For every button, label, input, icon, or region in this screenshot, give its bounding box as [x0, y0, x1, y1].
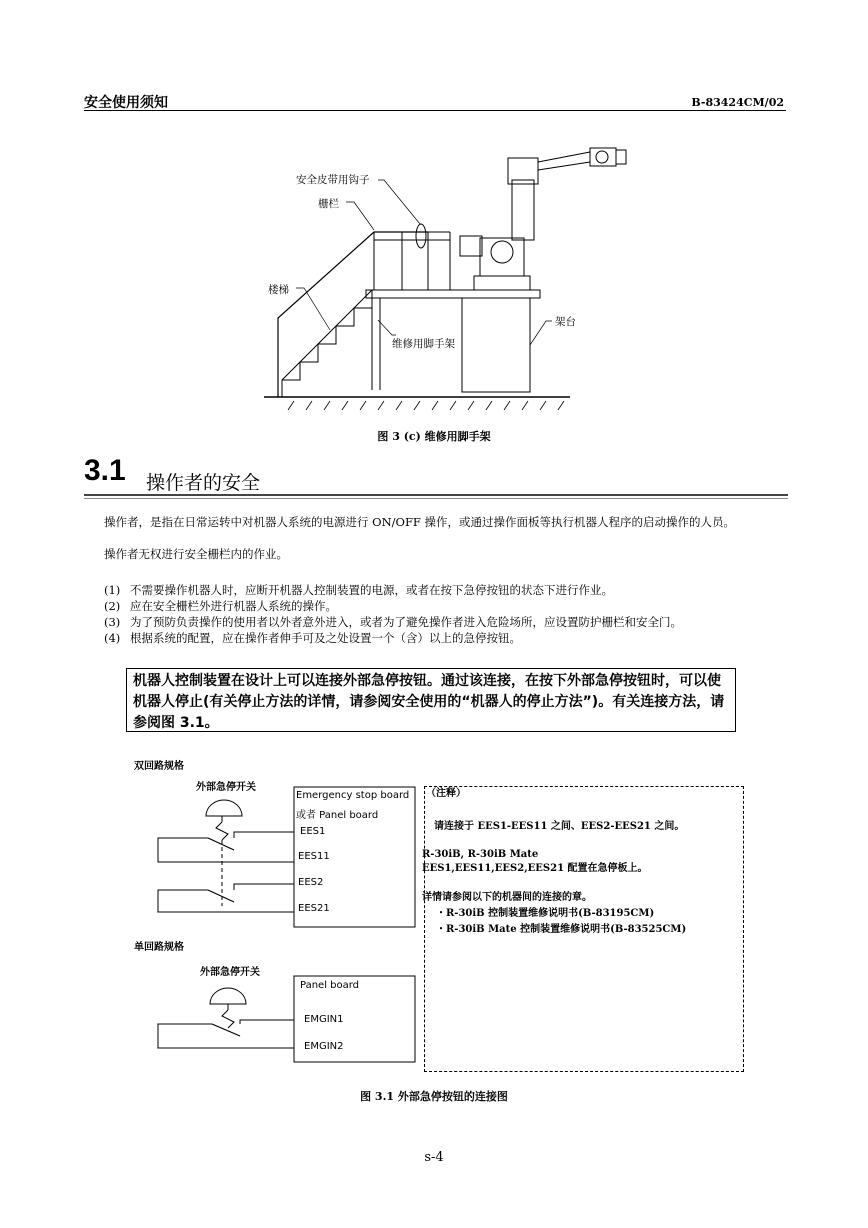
- note-line: EES1,EES11,EES2,EES21 配置在急停板上。: [422, 863, 648, 874]
- section-number: 3.1: [84, 454, 126, 487]
- label-fence: 栅栏: [318, 198, 339, 210]
- board1-alt-name: 或者 Panel board: [296, 810, 379, 821]
- list-item: (1) 不需要操作机器人时，应断开机器人控制装置的电源，或者在按下急停按钮的状态下进行作业。: [104, 583, 613, 597]
- note-line: ・R-30iB Mate 控制装置维修说明书(B-83525CM): [436, 924, 687, 935]
- note-line: ・R-30iB 控制装置维修说明书(B-83195CM): [436, 908, 655, 919]
- section-rule: [84, 494, 788, 496]
- note-box: 机器人控制装置在设计上可以连接外部急停按钮。通过该连接，在按下外部急停按钮时，可以使机器人停止(有关停止方法的详情，请参阅安全使用的“机器人的停止方法”)。有关连接方法，请参阅图 3.1。: [126, 668, 736, 732]
- label-stairs: 楼梯: [268, 284, 289, 296]
- note-line: 详情请参阅以下的机器间的连接的章。: [422, 892, 592, 903]
- document-number: B-83424CM/02: [691, 96, 784, 109]
- terminal-ees11: EES11: [298, 851, 330, 862]
- dual-circuit-title: 双回路规格: [134, 761, 184, 772]
- label-hook: 安全皮带用钩子: [296, 174, 370, 186]
- header-rule: [84, 110, 786, 111]
- paragraph-operator-restriction: 操作者无权进行安全栅栏内的作业。: [104, 547, 288, 561]
- single-circuit-title: 单回路规格: [134, 942, 184, 953]
- section-rule-thin: [84, 498, 788, 499]
- terminal-ees1: EES1: [300, 826, 326, 837]
- single-switch-label: 外部急停开关: [200, 967, 260, 978]
- terminal-ees21: EES21: [298, 903, 330, 914]
- paragraph-operator-definition: 操作者，是指在日常运转中对机器人系统的电源进行 ON/OFF 操作，或通过操作面板等执行机器人程序的启动操作的人员。: [104, 515, 736, 529]
- label-scaffold: 维修用脚手架: [392, 338, 455, 350]
- note-line: 请连接于 EES1-EES11 之间、EES2-EES21 之间。: [434, 821, 685, 832]
- figure-caption-3c: 图 3 (c) 维修用脚手架: [377, 430, 491, 443]
- page-number: s-4: [424, 1150, 444, 1165]
- header-title: 安全使用须知: [84, 95, 168, 111]
- note-line: R-30iB, R-30iB Mate: [422, 849, 539, 860]
- list-item: (2) 应在安全栅栏外进行机器人系统的操作。: [104, 599, 337, 613]
- terminal-ees2: EES2: [298, 877, 324, 888]
- board1-name: Emergency stop board: [296, 790, 410, 801]
- safety-list: [104, 582, 794, 646]
- dual-switch-label: 外部急停开关: [196, 782, 256, 793]
- board2-name: Panel board: [300, 980, 360, 991]
- list-item: (4) 根据系统的配置，应在操作者伸手可及之处设置一个（含）以上的急停按钮。: [104, 631, 521, 645]
- terminal-emgin2: EMGIN2: [304, 1041, 344, 1052]
- figure-caption-31: 图 3.1 外部急停按钮的连接图: [360, 1090, 508, 1103]
- note-heading: （注释）: [426, 788, 466, 799]
- wiring-diagram: [150, 786, 420, 1076]
- section-title: 操作者的安全: [146, 472, 261, 494]
- label-stand: 架台: [555, 316, 576, 328]
- terminal-emgin1: EMGIN1: [304, 1014, 344, 1025]
- list-item: (3) 为了预防负责操作的使用者以外者意外进入，或者为了避免操作者进入危险场所，应设置防护栅栏和安全门。: [104, 615, 682, 629]
